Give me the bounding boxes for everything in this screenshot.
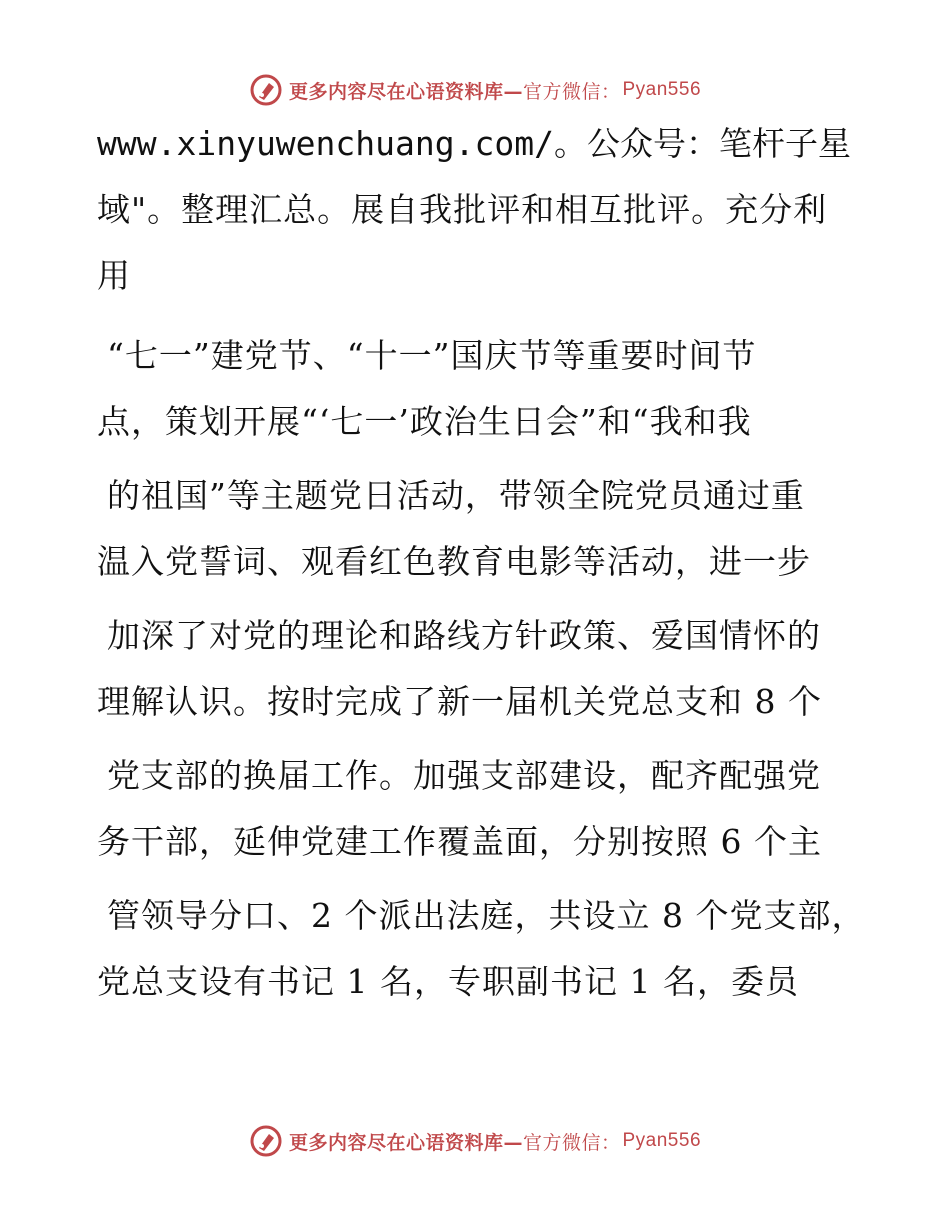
banner-wechat-id: Pyan556 <box>622 79 702 100</box>
body-line-7: 温入党誓词、观看红色教育电影等活动，进一步 <box>97 542 811 581</box>
body-line-3: 用 <box>97 256 131 295</box>
banner-wechat-label: 官方微信： <box>522 1131 621 1154</box>
body-line-9: 理解认识。按时完成了新一届机关党总支和 8 个 <box>97 682 822 721</box>
banner-brand-text: 更多内容尽在心语资料库— <box>288 80 523 103</box>
body-line-8: 加深了对党的理论和路线方针政策、爱国情怀的 <box>107 616 821 655</box>
body-line-11: 务干部，延伸党建工作覆盖面，分别按照 6 个主 <box>97 822 822 861</box>
body-line-6: 的祖国”等主题党日活动，带领全院党员通过重 <box>107 476 805 515</box>
banner-wechat-id: Pyan556 <box>622 1130 702 1151</box>
pen-nib-logo-icon <box>249 1124 283 1158</box>
document-body <box>97 122 866 1004</box>
banner-wechat-label: 官方微信： <box>522 80 621 103</box>
header-watermark-banner <box>0 70 950 110</box>
body-line-12: 管领导分口、2 个派出法庭，共设立 8 个党支部， <box>107 896 866 935</box>
body-line-4: “七一”建党节、“十一”国庆节等重要时间节 <box>107 336 757 375</box>
body-line-1: www.xinyuwenchuang.com/。公众号：笔杆子星 <box>97 124 851 163</box>
body-line-13: 党总支设有书记 1 名，专职副书记 1 名，委员 <box>97 962 799 1001</box>
footer-watermark-banner <box>0 1121 950 1161</box>
body-line-2: 域"。整理汇总。展自我批评和相互批评。充分利 <box>97 190 828 229</box>
pen-nib-logo-icon <box>249 73 283 107</box>
body-line-5: 点，策划开展“‘七一’政治生日会”和“我和我 <box>97 402 752 441</box>
banner-brand-text: 更多内容尽在心语资料库— <box>288 1131 523 1154</box>
body-line-10: 党支部的换届工作。加强支部建设，配齐配强党 <box>107 756 821 795</box>
